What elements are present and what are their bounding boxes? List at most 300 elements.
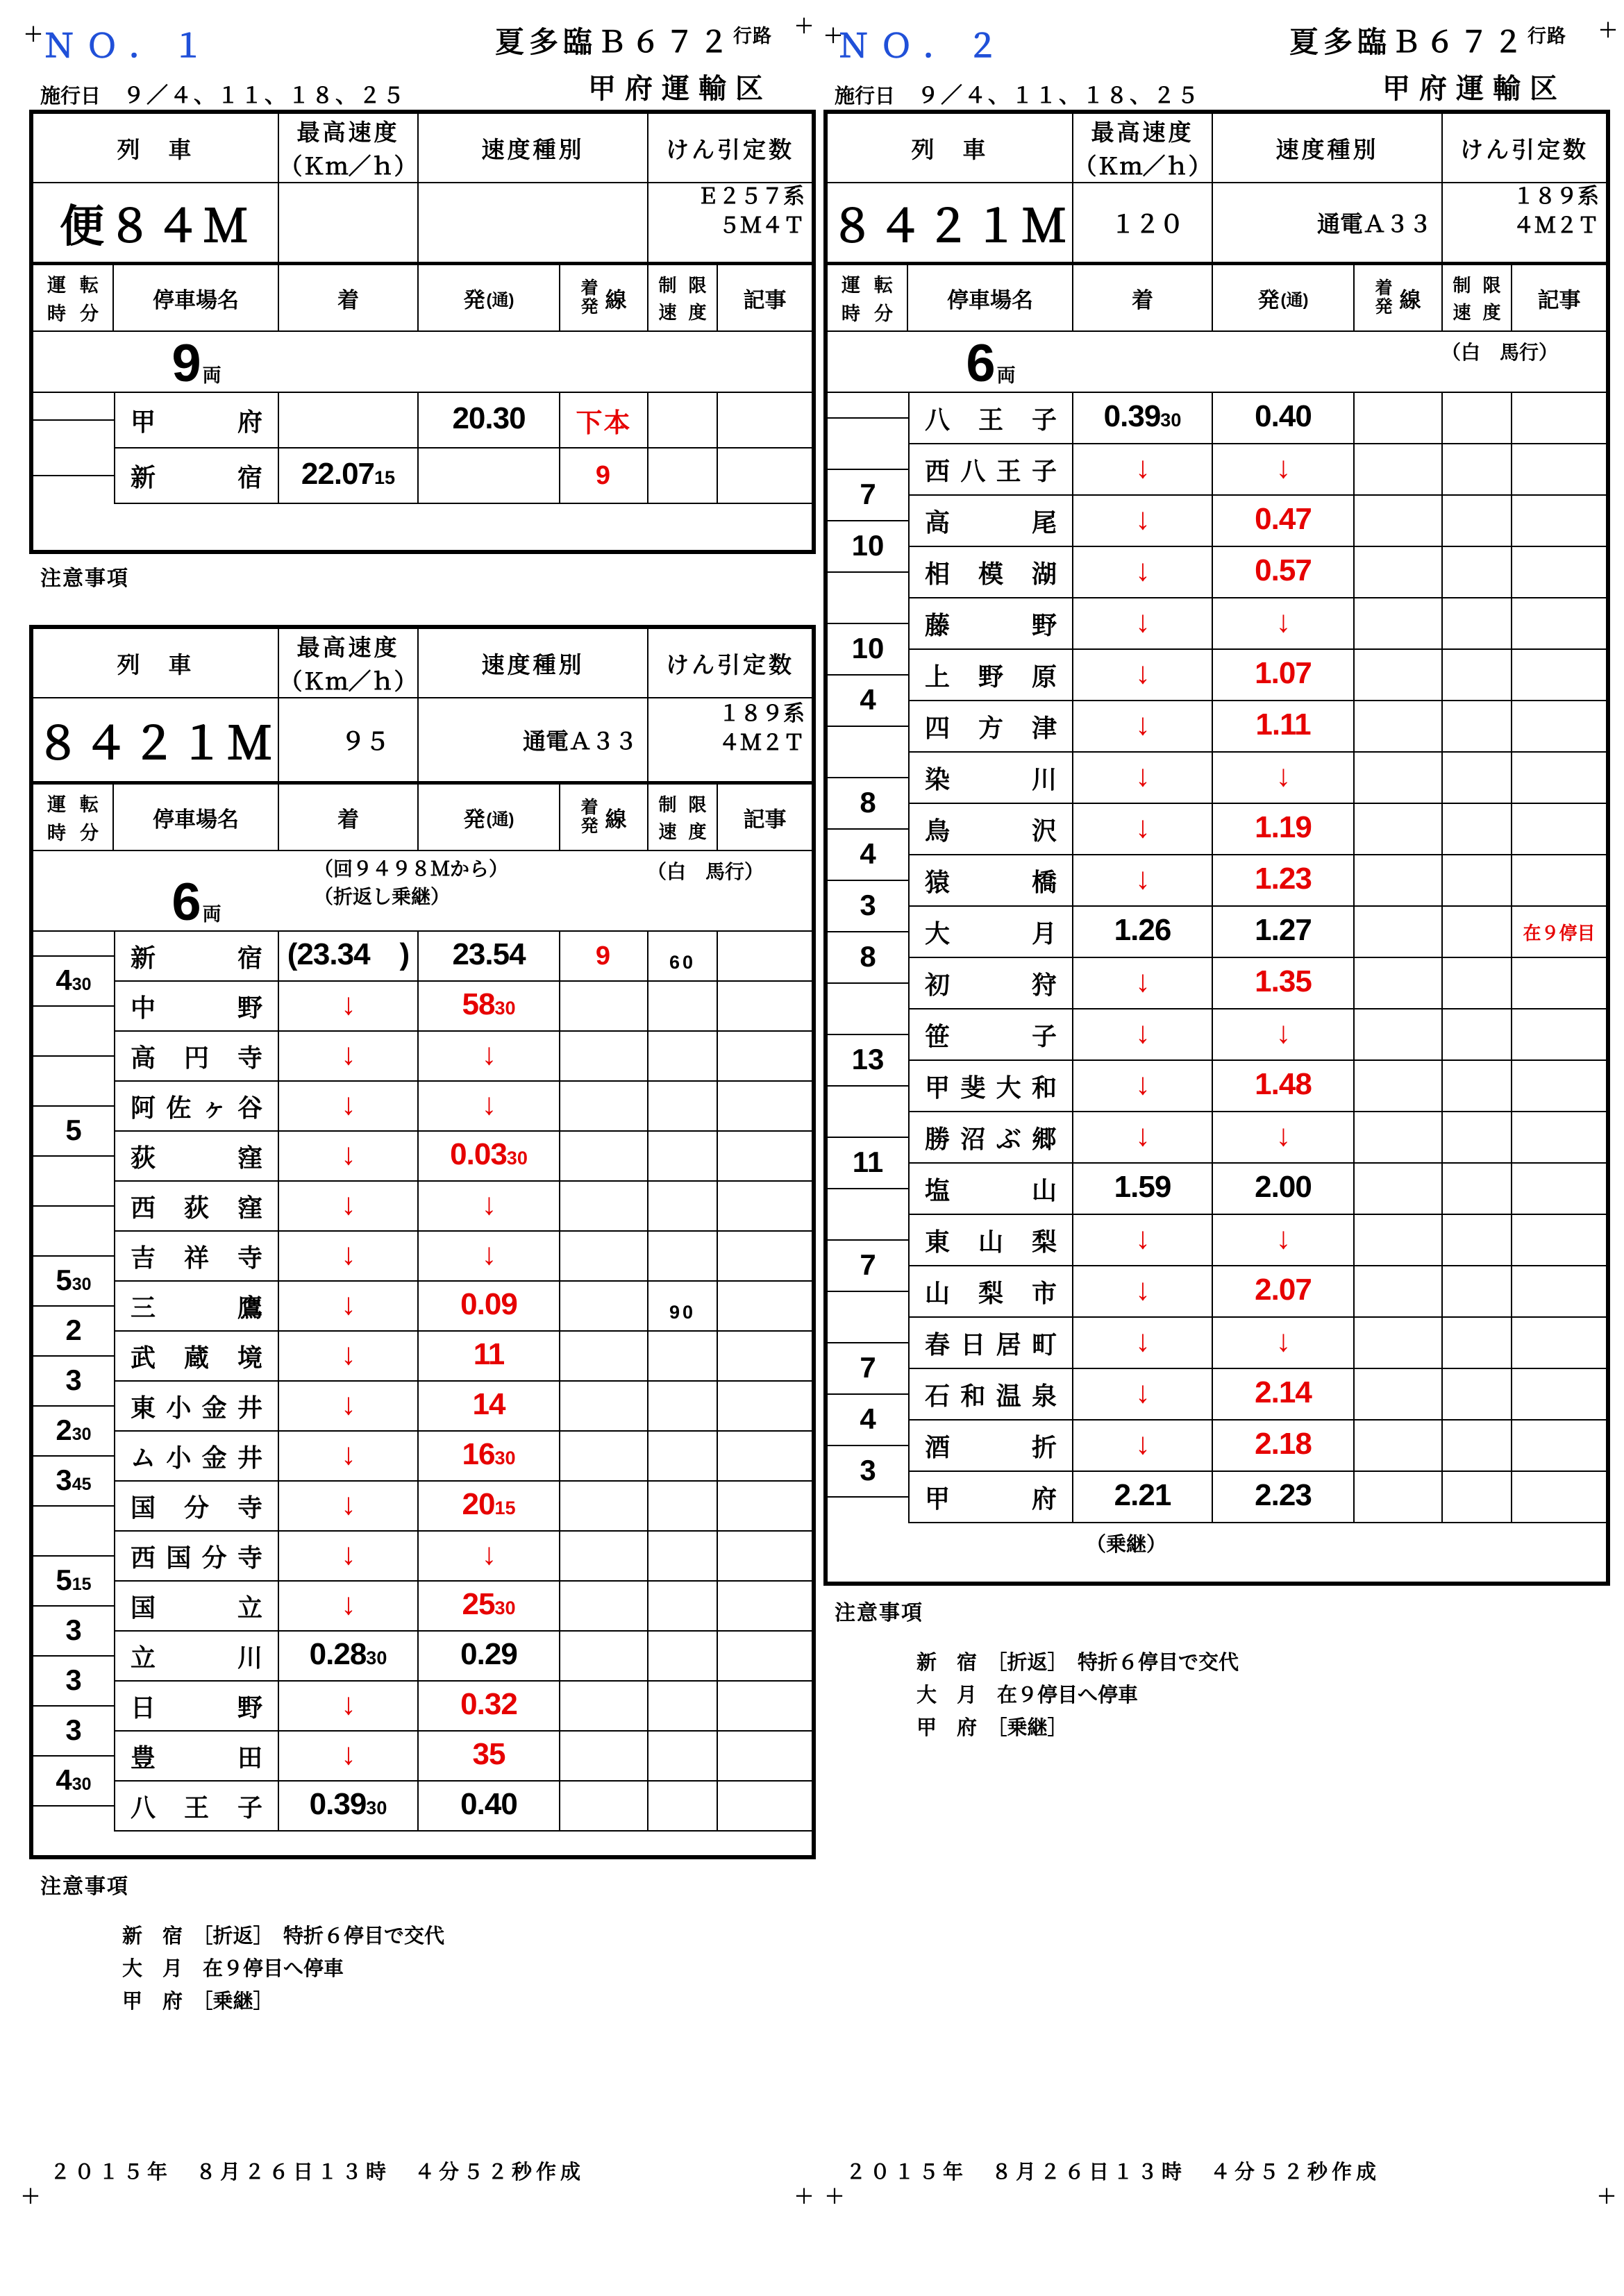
runtime-half-cell: [33, 393, 114, 421]
formation-note: （折返し乗継）: [314, 886, 451, 907]
speed-limit-cell: [1443, 1266, 1512, 1316]
runtime-cell: [828, 984, 908, 1035]
date-label: 施行日: [835, 85, 896, 108]
runtime-half-cell: [828, 393, 908, 419]
departure-time-cell: 5830: [419, 982, 560, 1030]
label-max-speed: 最高速度: [296, 635, 400, 660]
track-cell: [1355, 804, 1443, 854]
arrival-time-cell: ↓: [1073, 1266, 1213, 1316]
station-row: [908, 598, 1606, 650]
departure-time-cell: 2.23: [1213, 1472, 1355, 1522]
col-station: 停車場名: [114, 265, 279, 330]
col-remarks: 記事: [743, 807, 787, 832]
station-row: [908, 547, 1606, 598]
service-dates-1: [40, 78, 406, 109]
car-count: [908, 332, 1073, 392]
station-name-cell: 藤野: [908, 598, 1073, 648]
max-speed-col-label: [279, 629, 419, 697]
duty-title: [342, 19, 772, 61]
arrival-time-cell: ↓: [279, 1132, 419, 1180]
speed-limit-cell: [648, 982, 718, 1030]
runtime-cell: 11: [828, 1138, 908, 1189]
remarks-cell: [718, 1632, 812, 1680]
tail-label: （乗継）: [1086, 1534, 1167, 1556]
departure-time-cell: ↓: [1213, 1215, 1355, 1265]
train-number: ８４２１Ｍ: [828, 183, 1073, 262]
track-cell: [560, 1032, 648, 1080]
departure-time-cell: 2530: [419, 1582, 560, 1630]
col-runtime: 運 転 時 分: [33, 265, 114, 330]
speed-limit-cell: [648, 1532, 718, 1580]
departure-time-cell: 1.07: [1213, 650, 1355, 700]
label-speed-class: 速度種別: [481, 136, 585, 162]
track-cell: [560, 1432, 648, 1480]
departure-time-cell: ↓: [419, 1232, 560, 1280]
station-row: [908, 701, 1606, 753]
station-row: [908, 1164, 1606, 1215]
car-count-number: 6: [171, 873, 201, 932]
station-row: [114, 1032, 812, 1082]
speed-class-col-label: [1213, 114, 1443, 182]
arrival-time-cell: ↓: [1073, 547, 1213, 597]
max-speed-value: ９５: [279, 698, 419, 781]
track-cell: [560, 1082, 648, 1130]
notes-lines: [122, 1920, 444, 2018]
rolling-stock-formation: ４Ｍ２Ｔ: [719, 730, 805, 755]
column-header-row: [828, 265, 1606, 332]
label-haul: けん引定数: [666, 136, 794, 162]
departure-time-cell: ↓: [1213, 598, 1355, 648]
remarks-cell: [718, 932, 812, 980]
remarks-cell: [718, 1732, 812, 1780]
speed-limit-cell: [648, 1632, 718, 1680]
speed-limit-cell: [1443, 701, 1512, 751]
runtime-cell: 430: [33, 1757, 114, 1807]
arrival-time-cell: ↓: [1073, 855, 1213, 905]
remarks-cell: [1512, 1009, 1606, 1059]
note-line: 甲 府 ［乗継］: [122, 1991, 274, 2013]
station-name-cell: 笹子: [908, 1009, 1073, 1059]
label-speed-class: 速度種別: [1275, 136, 1379, 162]
departure-time-cell: 0.57: [1213, 547, 1355, 597]
remarks-cell: [1512, 1421, 1606, 1470]
arrival-time-cell: 1.59: [1073, 1164, 1213, 1214]
remarks-cell: [718, 1682, 812, 1730]
remarks-cell: [718, 1582, 812, 1630]
track-cell: 9: [560, 449, 648, 503]
register-mark-icon: ＋: [825, 2186, 845, 2207]
station-row: [114, 1082, 812, 1132]
runtime-cell: 3: [33, 1707, 114, 1757]
speed-limit-cell: [1443, 1061, 1512, 1111]
col-remarks: 記事: [743, 287, 787, 312]
runtime-cell: [828, 419, 908, 470]
station-name-cell: 山梨市: [908, 1266, 1073, 1316]
created-timestamp-2: ２０１５年 ８月２６日１３時 ４分５２秒作成: [846, 2161, 1381, 2184]
speed-limit-cell: [1443, 1421, 1512, 1470]
station-rows-area: [828, 393, 1606, 1582]
track-cell: [1355, 855, 1443, 905]
car-count-number: 9: [171, 334, 201, 393]
arrival-time-cell: 0.3930: [279, 1782, 419, 1830]
runtime-column: [828, 393, 908, 1582]
arrival-time-cell: 1.26: [1073, 907, 1213, 957]
runtime-half-cell: [33, 932, 114, 957]
station-name-cell: 春日居町: [908, 1318, 1073, 1368]
col-remarks: 記事: [1537, 287, 1581, 312]
station-name-cell: 酒折: [908, 1421, 1073, 1470]
station-row: [114, 1482, 812, 1532]
station-row: [114, 1532, 812, 1582]
max-speed-value: [279, 183, 419, 262]
runtime-cell: 4: [828, 1395, 908, 1446]
speed-limit-cell: [648, 1332, 718, 1380]
track-cell: [1355, 701, 1443, 751]
remarks-cell: [1512, 1164, 1606, 1214]
col-departure: 発 (通): [419, 265, 560, 330]
depot-name: 甲府運輸区: [1382, 74, 1566, 104]
departure-time-cell: 0.09: [419, 1282, 560, 1330]
departure-time-cell: 2.07: [1213, 1266, 1355, 1316]
station-name-cell: 西八王子: [908, 444, 1073, 494]
note-line: 新 宿 ［折返］ 特折６停目で交代: [122, 1925, 445, 1947]
haul-col-label: [648, 114, 812, 182]
remarks-cell: [718, 1082, 812, 1130]
station-name-cell: 武蔵境: [114, 1332, 279, 1380]
runtime-cell: [33, 1007, 114, 1057]
note-line: 甲 府 ［乗継］: [916, 1717, 1068, 1739]
register-mark-icon: ＋: [823, 25, 844, 47]
station-name-cell: 西荻窪: [114, 1182, 279, 1230]
speed-limit-cell: [1443, 598, 1512, 648]
notes-block-1: [40, 561, 129, 592]
remarks-cell: [1512, 1318, 1606, 1368]
station-name-cell: 相模湖: [908, 547, 1073, 597]
track-cell: [1355, 650, 1443, 700]
remarks-cell: [1512, 1266, 1606, 1316]
arrival-time-cell: ↓: [1073, 444, 1213, 494]
station-row: [908, 1266, 1606, 1318]
column-header-row: [33, 265, 812, 332]
track-cell: [1355, 753, 1443, 803]
departure-time-cell: 0.47: [1213, 496, 1355, 546]
station-name-cell: 大月: [908, 907, 1073, 957]
station-row: [908, 1061, 1606, 1112]
station-rows-area: [33, 932, 812, 1855]
departure-time-cell: ↓: [419, 1082, 560, 1130]
speed-class-value: 通電Ａ３３: [419, 698, 648, 781]
haul-col-label: [1443, 114, 1606, 182]
track-cell: [560, 1182, 648, 1230]
departure-time-cell: ↓: [1213, 753, 1355, 803]
departure-time-cell: 1.48: [1213, 1061, 1355, 1111]
col-track: 着 発 線: [1355, 265, 1443, 330]
speed-limit-cell: [648, 1482, 718, 1530]
remarks-cell: [718, 1032, 812, 1080]
runtime-cell: [33, 1057, 114, 1107]
train-info-values: [828, 183, 1606, 265]
departure-time-cell: 1630: [419, 1432, 560, 1480]
car-count-number: 6: [966, 334, 996, 393]
speed-limit-cell: 90: [648, 1282, 718, 1330]
track-cell: [560, 1532, 648, 1580]
arrival-time-cell: ↓: [1073, 1215, 1213, 1265]
column-header-row: [33, 785, 812, 851]
departure-time-cell: ↓: [1213, 1009, 1355, 1059]
runtime-cell: 13: [828, 1035, 908, 1087]
arrival-time-cell: ↓: [1073, 1112, 1213, 1162]
formation-row: [33, 332, 812, 393]
remarks-cell: [1512, 496, 1606, 546]
runtime-cell: 8: [828, 778, 908, 830]
arrival-time-cell: ↓: [279, 982, 419, 1030]
car-count: [114, 851, 279, 930]
speed-limit-cell: [1443, 444, 1512, 494]
station-name-cell: 国分寺: [114, 1482, 279, 1530]
speed-limit-cell: [648, 1732, 718, 1780]
runtime-cell: [828, 1189, 908, 1241]
notes-title: 注意事項: [835, 1602, 923, 1625]
station-name-cell: 高円寺: [114, 1032, 279, 1080]
duty-name: 夏多臨Ｂ６７２: [494, 26, 733, 58]
track-cell: [1355, 1215, 1443, 1265]
runtime-cell: 3: [33, 1657, 114, 1707]
departure-time-cell: 2.14: [1213, 1369, 1355, 1419]
speed-limit-cell: 60: [648, 932, 718, 980]
speed-limit-cell: [1443, 1472, 1512, 1522]
car-count-unit: 両: [202, 904, 221, 925]
station-rows-area: [33, 393, 812, 550]
duty-suffix: 行路: [1527, 26, 1566, 47]
speed-limit-cell: [648, 1682, 718, 1730]
track-cell: [560, 1282, 648, 1330]
station-row: [908, 496, 1606, 547]
arrival-time-cell: ↓: [279, 1582, 419, 1630]
arrival-time-cell: ↓: [279, 1082, 419, 1130]
arrival-time-cell: ↓: [1073, 1061, 1213, 1111]
arrival-time-cell: ↓: [279, 1482, 419, 1530]
station-row: [114, 1182, 812, 1232]
arrival-time-cell: ↓: [279, 1282, 419, 1330]
arrival-time-cell: ↓: [1073, 1369, 1213, 1419]
rolling-stock-series: １８９系: [719, 701, 805, 726]
formation-row: [828, 332, 1606, 393]
label-train: 列 車: [117, 136, 194, 162]
arrival-time-cell: 2.21: [1073, 1472, 1213, 1522]
track-cell: [560, 1332, 648, 1380]
remarks-cell: [718, 1332, 812, 1380]
speed-limit-cell: [1443, 496, 1512, 546]
station-name-cell: 中野: [114, 982, 279, 1030]
train-number: ８４２１Ｍ: [33, 698, 279, 781]
remarks-cell: [1512, 547, 1606, 597]
train-col-label: [828, 114, 1073, 182]
register-mark-icon: ＋: [794, 15, 814, 37]
max-speed-col-label: [279, 114, 419, 182]
train-info-header: [33, 114, 812, 183]
track-cell: [1355, 1112, 1443, 1162]
speed-limit-cell: [1443, 1164, 1512, 1214]
remarks-cell: [718, 982, 812, 1030]
station-row: [908, 907, 1606, 958]
note-line: 大 月 在９停目へ停車: [916, 1684, 1139, 1707]
runtime-cell: 7: [828, 1343, 908, 1395]
train-info-values: [33, 183, 812, 265]
track-cell: [560, 1482, 648, 1530]
track-cell: 下本: [560, 393, 648, 447]
arrival-time-cell: ↓: [279, 1532, 419, 1580]
col-speed-limit: 制 限 速 度: [1443, 265, 1512, 330]
car-count-unit: 両: [996, 365, 1016, 386]
station-row: [114, 1582, 812, 1632]
haul-col-label: [648, 629, 812, 697]
departure-time-cell: ↓: [419, 1182, 560, 1230]
duty-title: [1136, 19, 1566, 61]
arrival-time-cell: ↓: [1073, 753, 1213, 803]
runtime-cell: [828, 1087, 908, 1138]
track-cell: [560, 1632, 648, 1680]
station-name-cell: 日野: [114, 1682, 279, 1730]
duty-name: 夏多臨Ｂ６７２: [1289, 26, 1527, 58]
departure-time-cell: 20.30: [419, 393, 560, 447]
remarks-cell: [718, 1182, 812, 1230]
service-dates-2: [835, 78, 1200, 109]
departure-time-cell: 0.40: [1213, 393, 1355, 443]
train-col-label: [33, 114, 279, 182]
runtime-cell: [828, 573, 908, 624]
arrival-time-cell: ↓: [1073, 958, 1213, 1008]
station-name-cell: 東山梨: [908, 1215, 1073, 1265]
remarks-cell: [1512, 753, 1606, 803]
speed-limit-cell: [1443, 1112, 1512, 1162]
runtime-cell: 8: [828, 932, 908, 984]
col-departure: 発 (通): [419, 785, 560, 850]
runtime-cell: 3: [828, 1446, 908, 1498]
station-row: [114, 1432, 812, 1482]
speed-class-col-label: [419, 629, 648, 697]
notes-lines: [916, 1647, 1239, 1745]
notes-title: 注意事項: [40, 567, 129, 590]
station-row: [114, 393, 812, 449]
remarks-cell: [718, 1432, 812, 1480]
runtime-column: [33, 932, 114, 1855]
runtime-cell: 345: [33, 1457, 114, 1507]
formation-row: [33, 851, 812, 932]
departure-time-cell: 1.35: [1213, 958, 1355, 1008]
arrival-time-cell: ↓: [1073, 650, 1213, 700]
station-row: [114, 1282, 812, 1332]
station-row: [114, 1682, 812, 1732]
station-row: [908, 804, 1606, 855]
col-station: 停車場名: [908, 265, 1073, 330]
station-name-cell: 豊田: [114, 1732, 279, 1780]
station-row: [114, 1782, 812, 1832]
departure-time-cell: 2.00: [1213, 1164, 1355, 1214]
label-kmh: （Ｋｍ／ｈ）: [279, 153, 417, 179]
remarks-cell: [1512, 598, 1606, 648]
speed-limit-cell: [648, 1582, 718, 1630]
remarks-cell: [1512, 1215, 1606, 1265]
runtime-cell: 3: [828, 881, 908, 932]
runtime-cell: [33, 1157, 114, 1207]
car-count-unit: 両: [202, 365, 221, 386]
arrival-time-cell: ↓: [279, 1382, 419, 1430]
runtime-cell: 4: [828, 830, 908, 881]
remarks-cell: [718, 449, 812, 503]
table-tail-row: [828, 1523, 1606, 1582]
arrival-time-cell: ↓: [1073, 1009, 1213, 1059]
track-cell: [560, 1382, 648, 1430]
page-1-number: ＮＯ．１: [43, 28, 215, 64]
remarks-cell: [1512, 444, 1606, 494]
track-cell: [560, 1582, 648, 1630]
runtime-cell: 530: [33, 1257, 114, 1307]
destination-note: （白 馬行）: [1441, 342, 1559, 363]
page-2-number: ＮＯ．２: [837, 28, 1010, 64]
speed-limit-cell: [648, 1432, 718, 1480]
col-arrival: 着: [279, 785, 419, 850]
departure-time-cell: 1.27: [1213, 907, 1355, 957]
depot-name: 甲府運輸区: [588, 74, 772, 104]
track-cell: [1355, 1009, 1443, 1059]
track-cell: [1355, 1421, 1443, 1470]
station-name-cell: 八王子: [114, 1782, 279, 1830]
departure-time-cell: 2.18: [1213, 1421, 1355, 1470]
track-cell: [1355, 1266, 1443, 1316]
station-row: [908, 1215, 1606, 1266]
station-row: [908, 958, 1606, 1009]
train-col-label: [33, 629, 279, 697]
remarks-cell: [1512, 855, 1606, 905]
remarks-cell: [1512, 804, 1606, 854]
station-row: [908, 1009, 1606, 1061]
runtime-cell: 4: [828, 676, 908, 727]
label-kmh: （Ｋｍ／ｈ）: [1073, 153, 1212, 179]
runtime-cell: [828, 1292, 908, 1343]
register-mark-icon: ＋: [21, 2186, 41, 2207]
col-station: 停車場名: [114, 785, 279, 850]
max-speed-value: １２０: [1073, 183, 1213, 262]
station-row: [114, 932, 812, 982]
station-row: [114, 1632, 812, 1682]
col-track: 着 発 線: [560, 785, 648, 850]
track-cell: [560, 1682, 648, 1730]
track-cell: [560, 982, 648, 1030]
destination-note: （白 馬行）: [647, 861, 764, 882]
speed-limit-cell: [1443, 547, 1512, 597]
station-row: [908, 444, 1606, 496]
rolling-stock-series: Ｅ２５７系: [697, 183, 805, 208]
label-train: 列 車: [117, 651, 194, 678]
speed-limit-cell: [1443, 1369, 1512, 1419]
label-max-speed: 最高速度: [1091, 119, 1194, 145]
speed-class-value: 通電Ａ３３: [1213, 183, 1443, 262]
table-tail-row: [33, 1832, 812, 1855]
track-cell: [1355, 1318, 1443, 1368]
col-runtime: 運 転 時 分: [33, 785, 114, 850]
timetable: [29, 625, 816, 1859]
runtime-cell: 515: [33, 1557, 114, 1607]
haul-value: [648, 183, 812, 262]
arrival-time-cell: ↓: [279, 1032, 419, 1080]
track-cell: [1355, 907, 1443, 957]
col-arrival: 着: [279, 265, 419, 330]
departure-time-cell: 1.19: [1213, 804, 1355, 854]
col-arrival: 着: [1073, 265, 1213, 330]
speed-class-col-label: [419, 114, 648, 182]
speed-limit-cell: [648, 449, 718, 503]
runtime-cell: [33, 1507, 114, 1557]
